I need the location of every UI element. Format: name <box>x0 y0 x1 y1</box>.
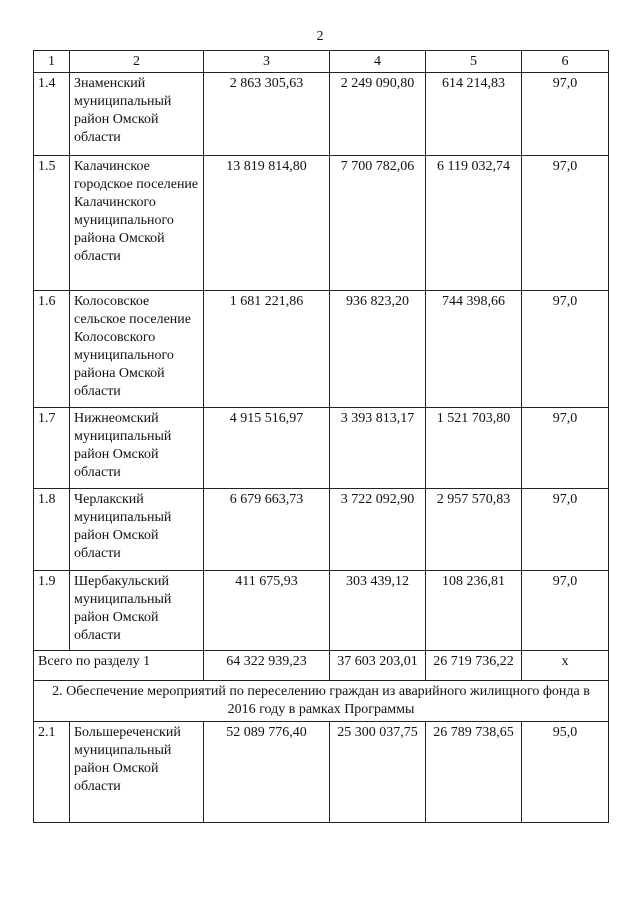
section-title: 2. Обеспечение мероприятий по переселению граждан из аварийного жилищного фонда в 2016 году в рамках Программы <box>34 681 609 722</box>
total-cost: 1 681 221,86 <box>204 291 330 408</box>
row-number: 1.6 <box>34 291 70 408</box>
municipality-name: Шербакульский муниципальный район Омской области <box>70 571 204 651</box>
row-number: 1.8 <box>34 489 70 571</box>
fund-amount: 37 603 203,01 <box>330 651 426 681</box>
header-row <box>34 51 609 73</box>
municipality-name: Черлакский муниципальный район Омской области <box>70 489 204 571</box>
fund-amount: 303 439,12 <box>330 571 426 651</box>
municipality-name: Нижнеомский муниципальный район Омской области <box>70 408 204 489</box>
resettlement-table <box>33 50 609 823</box>
table-row <box>34 291 609 408</box>
total-label: Всего по разделу 1 <box>34 651 204 681</box>
section-row <box>34 681 609 722</box>
municipality-name: Колосовское сельское поселение Колосовского муниципального района Омской области <box>70 291 204 408</box>
share-percent: 97,0 <box>522 73 609 156</box>
regional-amount: 614 214,83 <box>426 73 522 156</box>
total-cost: 13 819 814,80 <box>204 156 330 291</box>
row-number: 1.9 <box>34 571 70 651</box>
regional-amount: 26 789 738,65 <box>426 722 522 823</box>
row-number: 1.7 <box>34 408 70 489</box>
total-cost: 6 679 663,73 <box>204 489 330 571</box>
row-number: 2.1 <box>34 722 70 823</box>
fund-amount: 3 722 092,90 <box>330 489 426 571</box>
fund-amount: 936 823,20 <box>330 291 426 408</box>
fund-amount: 7 700 782,06 <box>330 156 426 291</box>
table-row <box>34 73 609 156</box>
header-cell-6: 6 <box>522 51 609 73</box>
total-row <box>34 651 609 681</box>
table-row <box>34 571 609 651</box>
row-number: 1.5 <box>34 156 70 291</box>
share-percent: 97,0 <box>522 571 609 651</box>
fund-amount: 25 300 037,75 <box>330 722 426 823</box>
share-percent: 97,0 <box>522 291 609 408</box>
page-number: 2 <box>316 29 324 44</box>
share-percent: 97,0 <box>522 156 609 291</box>
fund-amount: 3 393 813,17 <box>330 408 426 489</box>
municipality-name: Знаменский муниципальный район Омской области <box>70 73 204 156</box>
regional-amount: 26 719 736,22 <box>426 651 522 681</box>
regional-amount: 1 521 703,80 <box>426 408 522 489</box>
regional-amount: 2 957 570,83 <box>426 489 522 571</box>
municipality-name: Большереченский муниципальный район Омской области <box>70 722 204 823</box>
total-cost: 411 675,93 <box>204 571 330 651</box>
total-cost: 2 863 305,63 <box>204 73 330 156</box>
regional-amount: 108 236,81 <box>426 571 522 651</box>
header-cell-3: 3 <box>204 51 330 73</box>
share-percent: 95,0 <box>522 722 609 823</box>
header-cell-4: 4 <box>330 51 426 73</box>
table-row <box>34 408 609 489</box>
fund-amount: 2 249 090,80 <box>330 73 426 156</box>
share-percent: х <box>522 651 609 681</box>
share-percent: 97,0 <box>522 408 609 489</box>
header-cell-5: 5 <box>426 51 522 73</box>
header-cell-1: 1 <box>34 51 70 73</box>
row-number: 1.4 <box>34 73 70 156</box>
municipality-name: Калачинское городское поселение Калачинского муниципального района Омской области <box>70 156 204 291</box>
regional-amount: 6 119 032,74 <box>426 156 522 291</box>
header-cell-2: 2 <box>70 51 204 73</box>
table-row <box>34 156 609 291</box>
share-percent: 97,0 <box>522 489 609 571</box>
table-row <box>34 489 609 571</box>
total-cost: 64 322 939,23 <box>204 651 330 681</box>
total-cost: 4 915 516,97 <box>204 408 330 489</box>
total-cost: 52 089 776,40 <box>204 722 330 823</box>
table-row <box>34 722 609 823</box>
regional-amount: 744 398,66 <box>426 291 522 408</box>
